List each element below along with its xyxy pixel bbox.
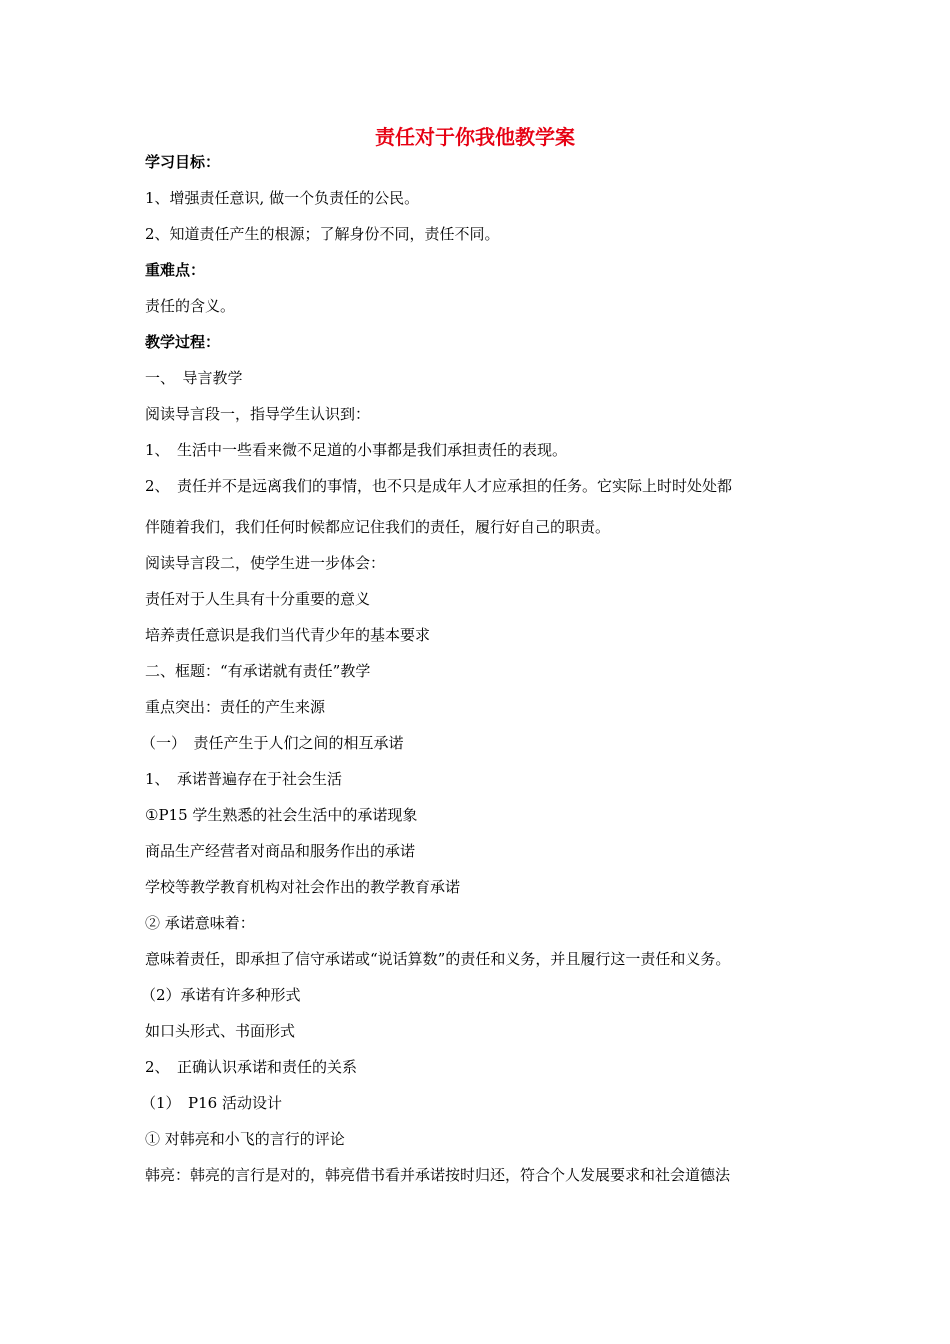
text-line: ① 对韩亮和小飞的言行的评论 xyxy=(145,1130,345,1148)
text-line: 教学过程： xyxy=(145,333,221,351)
text-line: 伴随着我们，我们任何时候都应记住我们的责任，履行好自己的职责。 xyxy=(145,518,611,536)
text-line: ② 承诺意味着： xyxy=(145,914,255,932)
text-line: 1、 生活中一些看来微不足道的小事都是我们承担责任的表现。 xyxy=(145,441,568,459)
text-line: （2）承诺有许多种形式 xyxy=(141,986,301,1004)
text-line: 2、 责任并不是远离我们的事情，也不只是成年人才应承担的任务。它实际上时时处处都 xyxy=(145,477,733,495)
document-title: 责任对于你我他教学案 xyxy=(375,125,575,149)
text-line: （一） 责任产生于人们之间的相互承诺 xyxy=(141,734,404,752)
text-line: 意味着责任，即承担了信守承诺或“说话算数”的责任和义务，并且履行这一责任和义务。 xyxy=(145,950,731,968)
text-line: 学习目标： xyxy=(145,153,221,171)
text-line: 2、 正确认识承诺和责任的关系 xyxy=(145,1058,358,1076)
text-line: 责任的含义。 xyxy=(145,297,236,315)
text-line: 重点突出：责任的产生来源 xyxy=(145,698,326,716)
text-line: 二、框题：“有承诺就有责任”教学 xyxy=(145,662,371,680)
text-line: 学校等教学教育机构对社会作出的教学教育承诺 xyxy=(145,878,461,896)
text-line: 韩亮：韩亮的言行是对的，韩亮借书看并承诺按时归还，符合个人发展要求和社会道德法 xyxy=(145,1166,731,1184)
text-line: 责任对于人生具有十分重要的意义 xyxy=(145,590,371,608)
text-line: 2、知道责任产生的根源；了解身份不同，责任不同。 xyxy=(145,225,500,243)
text-line: ①P15 学生熟悉的社会生活中的承诺现象 xyxy=(145,806,418,824)
text-line: 如口头形式、书面形式 xyxy=(145,1022,296,1040)
text-line: 重难点： xyxy=(145,261,206,279)
text-line: 1、增强责任意识, 做一个负责任的公民。 xyxy=(145,189,420,207)
text-line: （1） P16 活动设计 xyxy=(141,1094,282,1112)
text-line: 1、 承诺普遍存在于社会生活 xyxy=(145,770,343,788)
text-line: 培养责任意识是我们当代青少年的基本要求 xyxy=(145,626,431,644)
text-line: 一、 导言教学 xyxy=(145,369,243,387)
text-line: 商品生产经营者对商品和服务作出的承诺 xyxy=(145,842,416,860)
text-line: 阅读导言段二，使学生进一步体会： xyxy=(145,554,386,572)
text-line: 阅读导言段一，指导学生认识到： xyxy=(145,405,371,423)
